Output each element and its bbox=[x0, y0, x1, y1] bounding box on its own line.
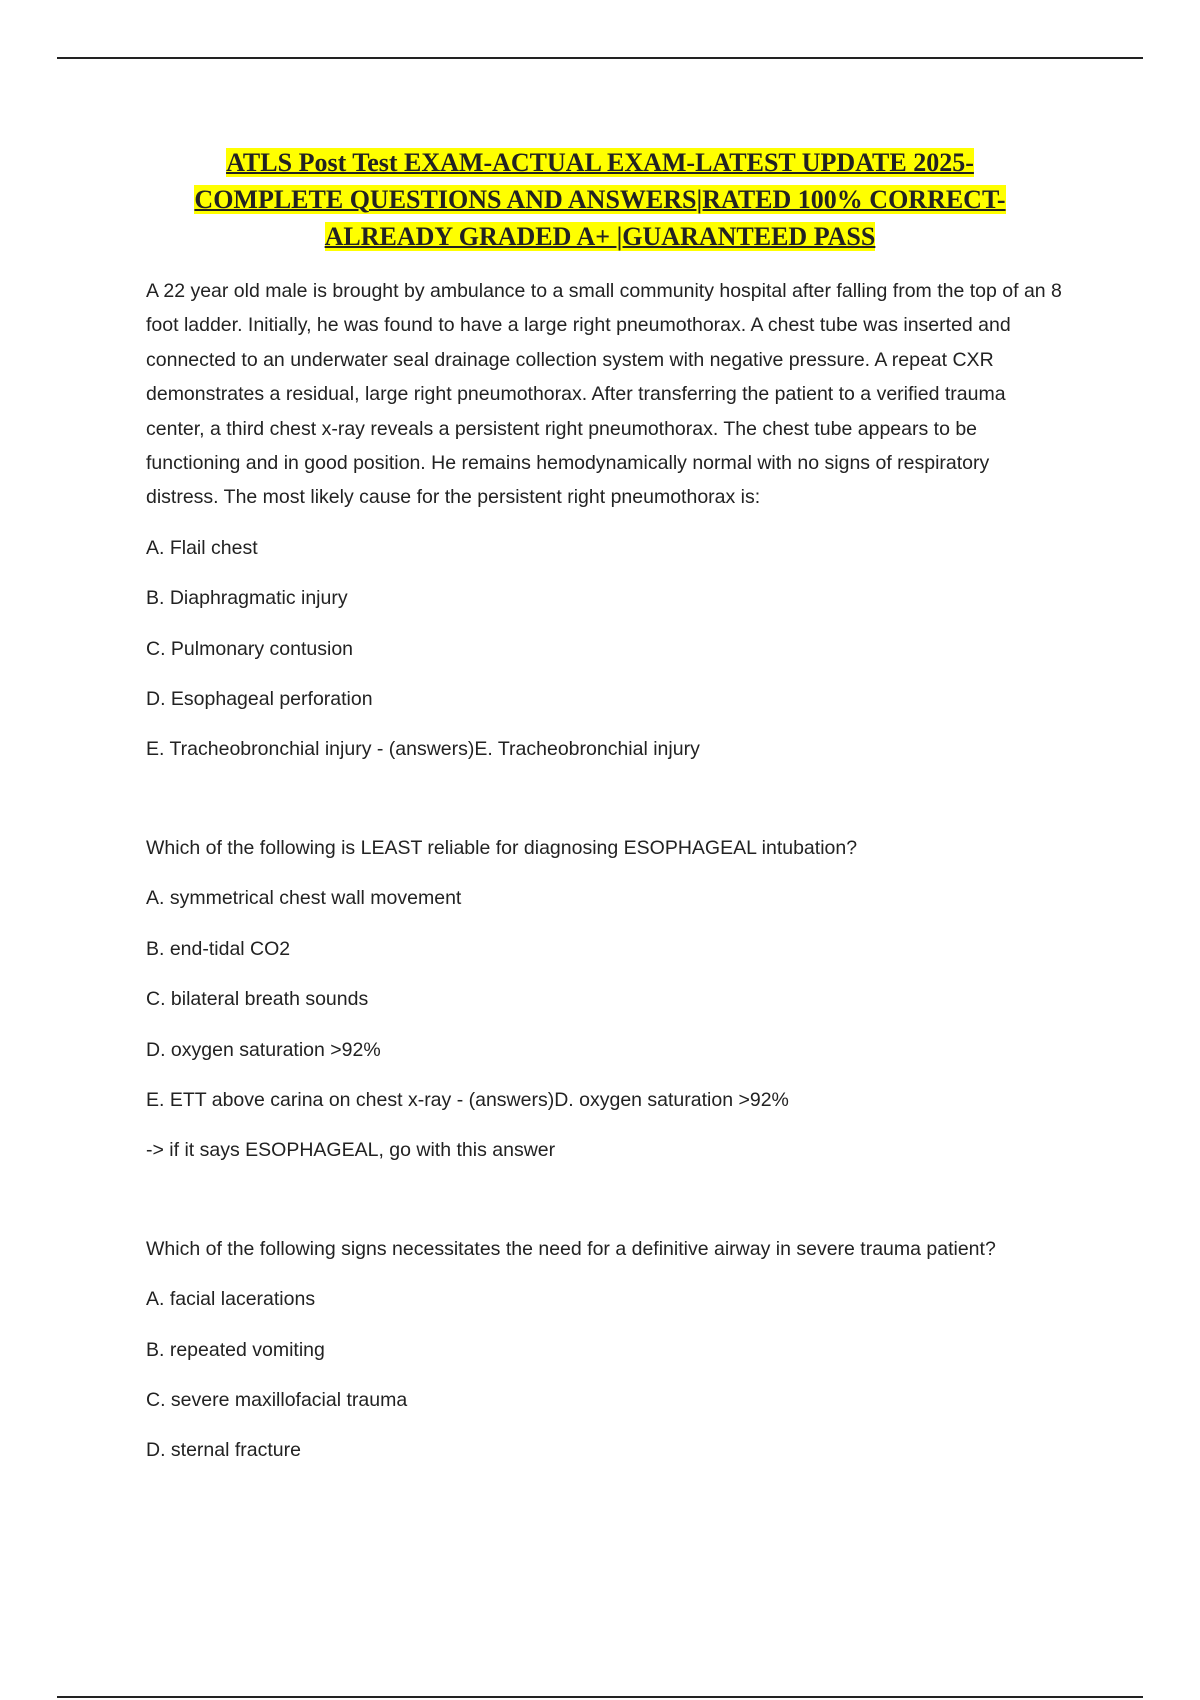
answer-option: B. end-tidal CO2 bbox=[146, 937, 291, 960]
answer-option: B. repeated vomiting bbox=[146, 1338, 325, 1361]
answer-option: A. Flail chest bbox=[146, 536, 258, 559]
question-text: Which of the following signs necessitates the need for a definitive airway in severe trauma patient? bbox=[146, 1237, 996, 1260]
answer-option: A. facial lacerations bbox=[146, 1288, 316, 1311]
question-text: Which of the following is LEAST reliable for diagnosing ESOPHAGEAL intubation? bbox=[146, 836, 858, 859]
bottom-rule bbox=[57, 1696, 1143, 1698]
document-title bbox=[100, 144, 1100, 255]
answer-option: D. oxygen saturation >92% bbox=[146, 1038, 381, 1061]
title-line: ATLS Post Test EXAM-ACTUAL EXAM-LATEST UPDATE 2025- bbox=[226, 148, 974, 177]
answer-option: D. Esophageal perforation bbox=[146, 688, 373, 711]
title-line: ALREADY GRADED A+ |GUARANTEED PASS bbox=[324, 222, 876, 251]
top-rule bbox=[57, 57, 1143, 59]
answer-option: E. Tracheobronchial injury - (answers)E. Tracheobronchial injury bbox=[146, 738, 700, 761]
answer-option: E. ETT above carina on chest x-ray - (answers)D. oxygen saturation >92% bbox=[146, 1088, 789, 1111]
answer-option: A. symmetrical chest wall movement bbox=[146, 887, 462, 910]
answer-option: C. severe maxillofacial trauma bbox=[146, 1388, 408, 1411]
answer-note: -> if it says ESOPHAGEAL, go with this answer bbox=[146, 1139, 556, 1162]
title-line: COMPLETE QUESTIONS AND ANSWERS|RATED 100% CORRECT- bbox=[194, 185, 1006, 214]
answer-option: C. bilateral breath sounds bbox=[146, 988, 369, 1011]
document-body bbox=[146, 274, 1066, 1484]
answer-option: B. Diaphragmatic injury bbox=[146, 587, 348, 610]
question-text: A 22 year old male is brought by ambulance to a small community hospital after falling from the top of an 8 foot ladder. Initially, he was found to have a large right pneumothorax. A chest tube was inserted and connected to an underwater seal drainage collection system with negative pressure. A repeat CXR demonstrates a residual, large right pneumothorax. After transferring the patient to a verified trauma center, a third chest x-ray reveals a persistent right pneumothorax. The chest tube appears to be functioning and in good position. He remains hemodynamically normal with no signs of respiratory distress. The most likely cause for the persistent right pneumothorax is: bbox=[146, 280, 1062, 509]
answer-option: D. sternal fracture bbox=[146, 1439, 301, 1462]
answer-option: C. Pulmonary contusion bbox=[146, 637, 354, 660]
